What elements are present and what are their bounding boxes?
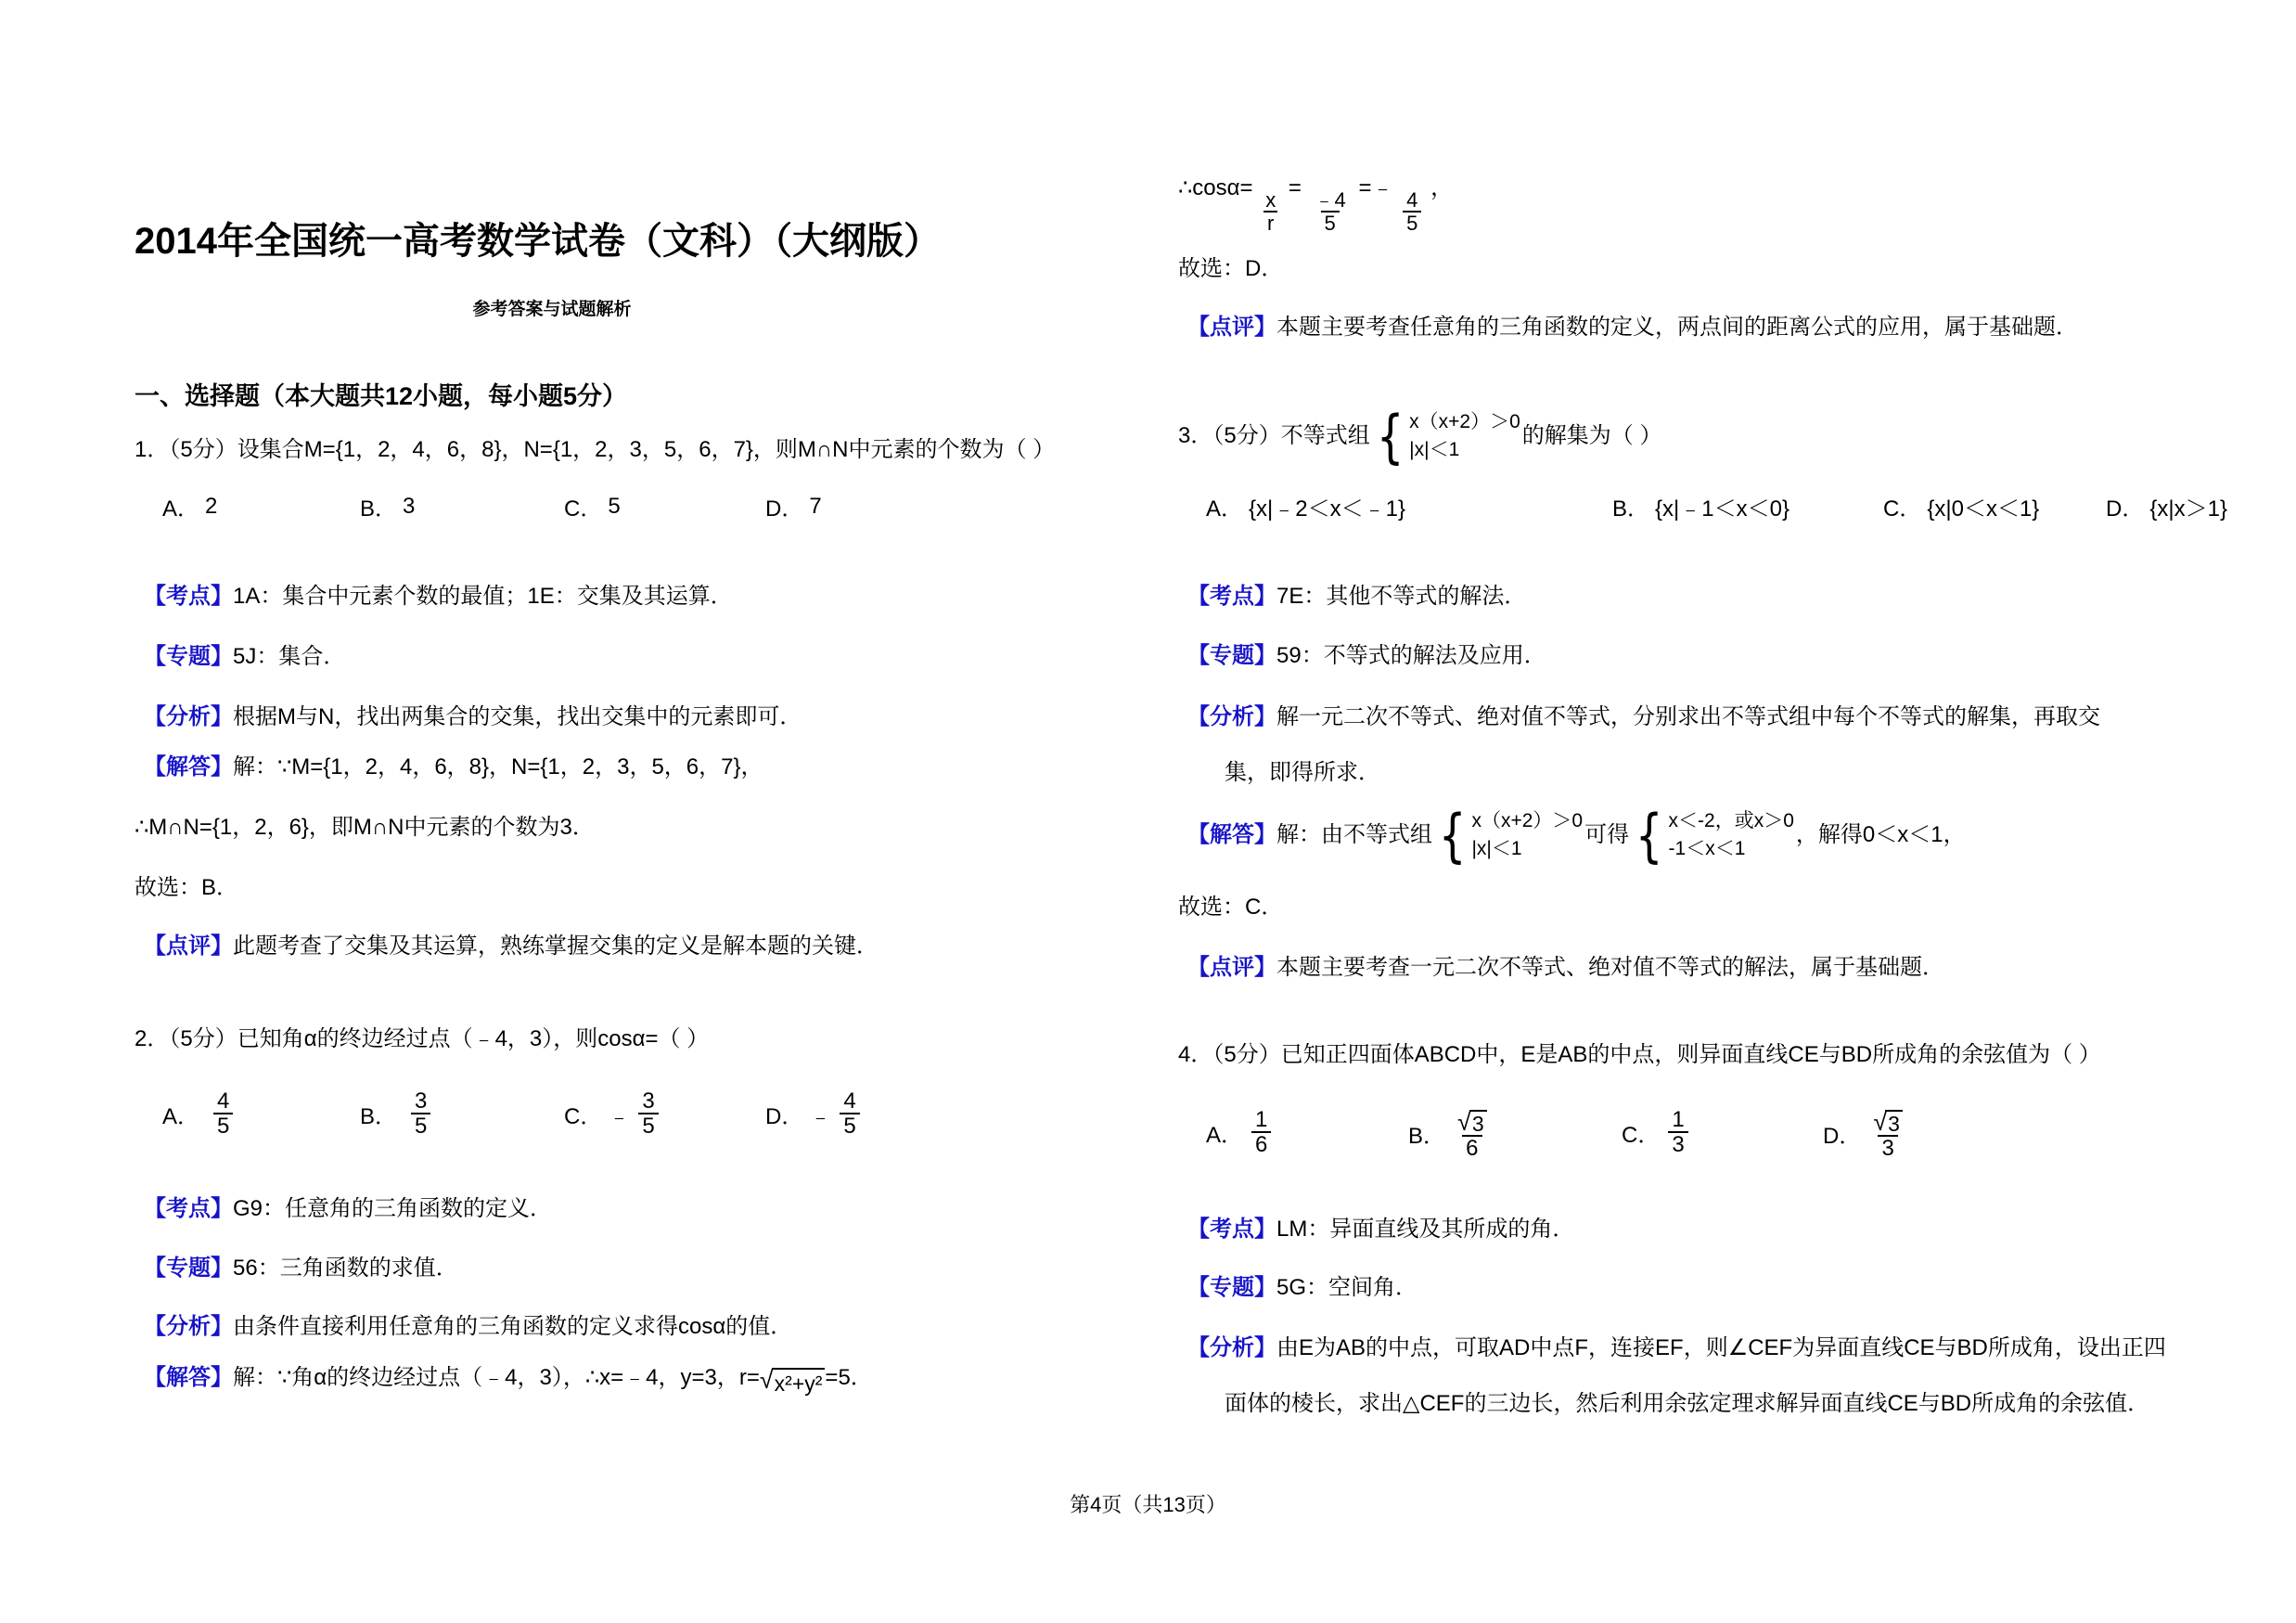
question-2-stem: 2．（5分）已知角α的终边经过点（﹣4，3），则cosα=（ ） — [135, 1026, 710, 1051]
option-c[interactable]: C． $\frac{1}{3}$ — [1622, 1108, 1691, 1156]
page-subtitle: 参考答案与试题解析 — [472, 300, 632, 319]
option-c-value: {x|0＜x＜1} — [1927, 496, 2040, 522]
fenxi-label: 【分析】 — [144, 704, 233, 729]
q2-eq2: =﹣ — [1358, 175, 1394, 200]
q1-fenxi — [144, 703, 802, 731]
option-d-value: {x|x＞1} — [2149, 496, 2227, 522]
q4-zhuanti-text: 5G：空间角． — [1276, 1275, 1418, 1300]
q1-jieda — [144, 754, 763, 781]
q3-sys-row2: |x|＜1 — [1409, 439, 1460, 461]
question-1-stem: 1．（5分）设集合M={1，2，4，6，8}，N={1，2，3，5，6，7}，则M∩N中元素的个数为（ ） — [135, 437, 1056, 462]
dianping-label: 【点评】 — [144, 934, 233, 959]
q4-fenxi-line2: 面体的棱长，求出△CEF的三边长，然后利用余弦定理求解异面直线CE与BD所成角的余弦值． — [1225, 1391, 2150, 1416]
kaodian-label: 【考点】 — [1187, 584, 1276, 609]
q3-kaodian-text: 7E：其他不等式的解法． — [1276, 584, 1527, 609]
q1-kaodian-text: 1A：集合中元素个数的最值；1E：交集及其运算． — [233, 584, 733, 609]
zhuanti-label: 【专题】 — [1187, 643, 1276, 668]
q2-cos-tail: ， — [1430, 175, 1454, 200]
option-d-sign: ﹣ — [809, 1103, 832, 1129]
sqrt-icon: √ 3 — [1457, 1110, 1487, 1135]
dianping-label: 【点评】 — [1187, 315, 1276, 340]
q2-sqrt-body: x²+y² — [772, 1368, 826, 1398]
option-b-fraction: √ 3 6 — [1454, 1108, 1491, 1160]
q1-kaodian — [144, 583, 733, 611]
option-c[interactable]: C． ﹣ $\frac{3}{5}$ — [564, 1089, 661, 1138]
q3-sys2-row1: x＜-2，或x＞0 — [1668, 810, 1794, 831]
question-4-stem: 4．（5分）已知正四面体ABCD中，E是AB的中点，则异面直线CE与BD所成角的余弦值为（ ） — [1178, 1042, 2101, 1067]
q3-sys2-row2: -1＜x＜1 — [1668, 838, 1746, 860]
option-a-value: 2 — [205, 493, 218, 519]
option-a-fraction: $\frac{4}{5}$ — [213, 1089, 233, 1138]
q2-fraction-neg4-over-5: $\frac{﹣4}{5}$ — [1314, 188, 1346, 236]
option-d-fraction: √ 3 3 — [1869, 1108, 1906, 1160]
q3-sys1-row2: |x|＜1 — [1471, 838, 1522, 860]
q2-zhuanti — [144, 1255, 458, 1282]
q1-answer: 故选：B． — [135, 875, 239, 900]
option-d-radical — [1869, 1108, 1906, 1135]
option-b-fraction: $\frac{3}{5}$ — [411, 1089, 430, 1138]
q4-zhuanti — [1187, 1274, 1417, 1302]
jieda-label: 【解答】 — [144, 1365, 233, 1390]
q3-fenxi — [1187, 703, 2100, 731]
q2-fraction-x-over-r: $\frac{x}{r}$ — [1262, 189, 1279, 234]
kaodian-label: 【考点】 — [144, 1196, 233, 1221]
q3-sys-row1: x（x+2）＞0 — [1409, 411, 1520, 432]
option-a[interactable]: A． $\frac{4}{5}$ — [162, 1089, 236, 1138]
q3-dianping — [1187, 954, 1944, 982]
q2-kaodian — [144, 1195, 552, 1223]
option-c-sign: ﹣ — [608, 1103, 631, 1129]
q2-fraction-4-over-5: $\frac{4}{5}$ — [1403, 189, 1421, 234]
option-c[interactable]: C． {x|0＜x＜1} — [1883, 490, 2039, 522]
q2-fenxi — [144, 1313, 792, 1341]
q1-zhuanti-text: 5J：集合． — [233, 644, 346, 669]
option-d[interactable]: D． ﹣ $\frac{4}{5}$ — [765, 1089, 863, 1138]
q1-dianping-text: 此题考查了交集及其运算，熟练掌握交集的定义是解本题的关键． — [233, 934, 879, 959]
q1-fenxi-text: 根据M与N，找出两集合的交集，找出交集中的元素即可． — [233, 704, 802, 729]
option-b-value: {x|﹣1＜x＜0} — [1655, 496, 1789, 522]
q3-solution-system-2 — [1631, 801, 1794, 869]
section-heading: 一、选择题（本大题共12小题，每小题5分） — [135, 382, 628, 410]
q4-fenxi-line1: 由E为AB的中点，可取AD中点F，连接EF，则∠CEF为异面直线CE与BD所成角，设出正四 — [1276, 1335, 2166, 1360]
q2-zhuanti-text: 56：三角函数的求值． — [233, 1256, 458, 1281]
option-a[interactable]: A． {x|﹣2＜x＜﹣1} — [1206, 490, 1405, 522]
jieda-label: 【解答】 — [144, 754, 233, 779]
option-c-fraction: $\frac{3}{5}$ — [638, 1089, 658, 1138]
fenxi-label: 【分析】 — [144, 1314, 233, 1339]
q3-zhuanti — [1187, 642, 1546, 670]
zhuanti-label: 【专题】 — [144, 1256, 233, 1281]
left-brace-icon: { — [1635, 801, 1663, 869]
q2-eq1: = — [1288, 175, 1302, 200]
option-b[interactable]: B． $\frac{3}{5}$ — [360, 1089, 433, 1138]
question-2-options — [135, 1076, 969, 1151]
q4-kaodian — [1187, 1216, 1574, 1243]
page-footer: 第4页（共13页） — [1070, 1493, 1226, 1516]
option-a[interactable]: A． 2 — [162, 493, 218, 522]
option-d[interactable]: D． √ 3 3 — [1823, 1108, 1909, 1160]
q3-system-brace — [1372, 402, 1520, 470]
q3-jieda-post: ，解得0＜x＜1， — [1795, 822, 1966, 848]
question-3-stem — [1178, 402, 1662, 470]
q3-kaodian — [1187, 583, 1526, 611]
option-b-radical — [1454, 1108, 1491, 1135]
question-4-options — [1178, 1093, 2199, 1177]
sqrt-icon: √ x²+y² — [760, 1368, 826, 1398]
q3-jieda-pre: 解：由不等式组 — [1276, 822, 1432, 848]
page-title: 2014年全国统一高考数学试卷（文科）（大纲版） — [135, 221, 941, 262]
q3-fenxi-line1: 解一元二次不等式、绝对值不等式，分别求出不等式组中每个不等式的解集，再取交 — [1276, 704, 2100, 729]
option-c-value: 5 — [608, 493, 621, 519]
q2-jieda-post: =5． — [825, 1365, 873, 1390]
option-a-fraction: $\frac{1}{6}$ — [1251, 1108, 1271, 1156]
option-a-value: {x|﹣2＜x＜﹣1} — [1249, 496, 1405, 522]
option-b-value: 3 — [403, 493, 416, 519]
dianping-label: 【点评】 — [1187, 955, 1276, 980]
option-b[interactable]: B． 3 — [360, 493, 416, 522]
option-b[interactable]: B． {x|﹣1＜x＜0} — [1612, 490, 1789, 522]
q2-fenxi-text: 由条件直接利用任意角的三角函数的定义求得cosα的值． — [233, 1314, 793, 1339]
q1-jieda-line1: 解：∵M={1，2，4，6，8}，N={1，2，3，5，6，7}， — [233, 754, 763, 779]
q2-answer: 故选：D． — [1178, 256, 1284, 281]
option-d-value: 7 — [809, 493, 822, 519]
q3-stem-post: 的解集为（ ） — [1521, 423, 1662, 449]
q1-jieda-line2: ∴M∩N={1，2，6}，即M∩N中元素的个数为3． — [135, 815, 595, 840]
q3-jieda-mid: 可得 — [1584, 822, 1630, 848]
fenxi-label: 【分析】 — [1187, 704, 1276, 729]
q2-dianping-text: 本题主要考查任意角的三角函数的定义，两点间的距离公式的应用，属于基础题． — [1276, 315, 2078, 340]
q3-sys1-row1: x（x+2）＞0 — [1471, 810, 1584, 831]
jieda-label: 【解答】 — [1187, 822, 1276, 848]
zhuanti-label: 【专题】 — [1187, 1275, 1276, 1300]
zhuanti-label: 【专题】 — [144, 644, 233, 669]
q4-kaodian-text: LM：异面直线及其所成的角． — [1276, 1217, 1575, 1242]
q2-jieda — [144, 1364, 873, 1397]
q2-jieda-pre: 解：∵角α的终边经过点（﹣4，3），∴x=﹣4，y=3，r= — [233, 1365, 760, 1390]
q3-solution-system-1 — [1434, 801, 1584, 869]
q3-answer: 故选：C． — [1178, 895, 1284, 920]
option-d[interactable]: D． 7 — [765, 493, 822, 522]
q3-zhuanti-text: 59：不等式的解法及应用． — [1276, 643, 1546, 668]
option-c[interactable]: C． 5 — [564, 493, 621, 522]
q3-stem-pre: 3．（5分）不等式组 — [1178, 423, 1370, 449]
fenxi-label: 【分析】 — [1187, 1335, 1276, 1360]
q2-kaodian-text: G9：任意角的三角函数的定义． — [233, 1196, 553, 1221]
q1-dianping — [144, 933, 879, 960]
sqrt-icon: √ 3 — [1873, 1110, 1903, 1135]
q3-jieda — [1187, 801, 1966, 869]
q3-dianping-text: 本题主要考查一元二次不等式、绝对值不等式的解法，属于基础题． — [1276, 955, 1944, 980]
q2-cos-line — [1178, 174, 1453, 234]
q4-fenxi — [1187, 1334, 2166, 1362]
q2-cos-prefix: ∴cosα= — [1178, 175, 1253, 200]
q1-zhuanti — [144, 643, 345, 671]
kaodian-label: 【考点】 — [144, 584, 233, 609]
left-brace-icon: { — [1376, 402, 1405, 470]
kaodian-label: 【考点】 — [1187, 1217, 1276, 1242]
option-d[interactable]: D． {x|x＞1} — [2106, 490, 2227, 522]
q3-fenxi-line2: 集，即得所求． — [1225, 760, 1380, 785]
option-d-fraction: $\frac{4}{5}$ — [840, 1089, 859, 1138]
q2-dianping — [1187, 314, 2078, 341]
left-brace-icon: { — [1438, 801, 1467, 869]
option-c-fraction: $\frac{1}{3}$ — [1668, 1108, 1687, 1156]
option-b[interactable]: B． √ 3 6 — [1408, 1108, 1494, 1160]
option-a[interactable]: A． $\frac{1}{6}$ — [1206, 1108, 1274, 1156]
